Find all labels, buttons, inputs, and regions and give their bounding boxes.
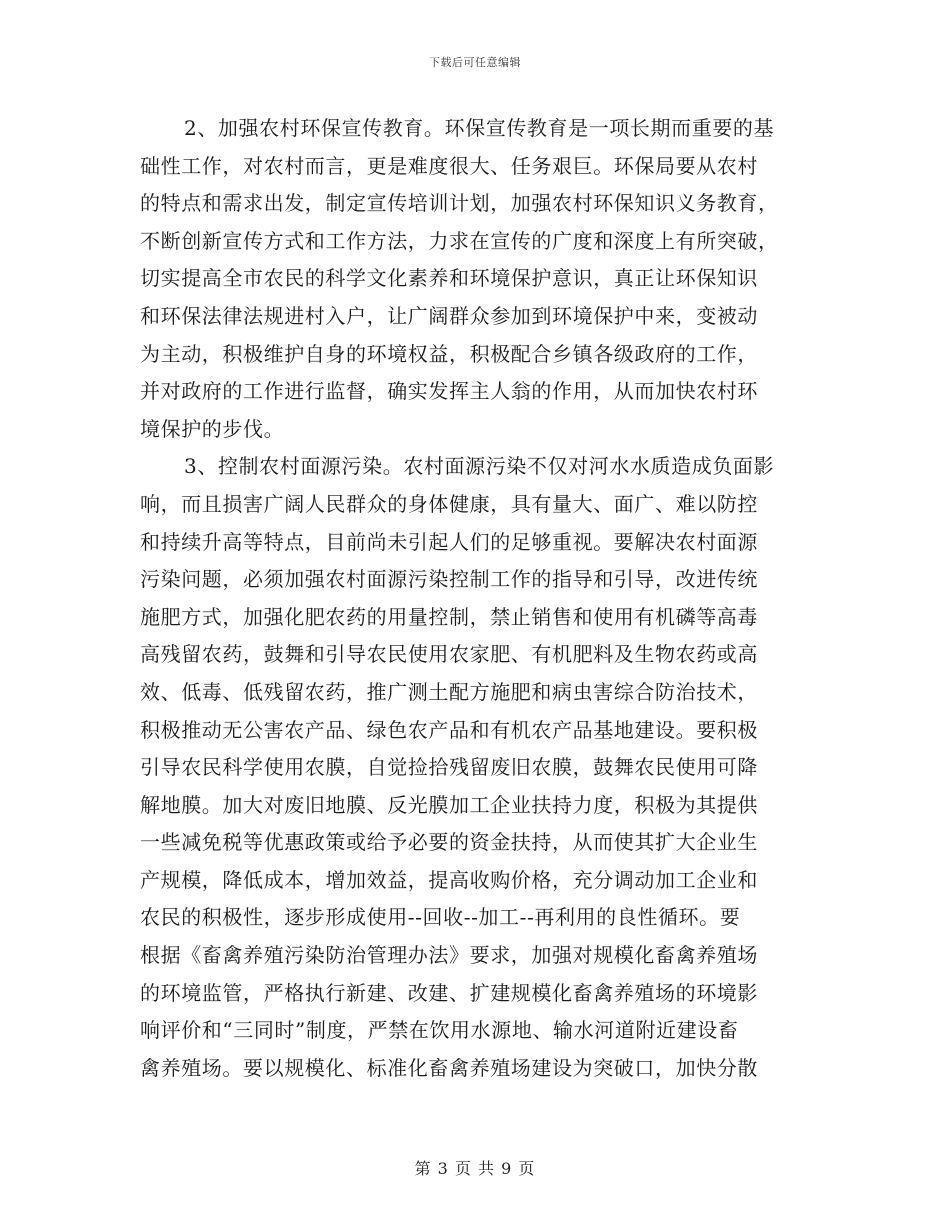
- text-line: 响，而且损害广阔人民群众的身体健康，具有量大、面广、难以防控: [140, 491, 758, 516]
- text-line: 农民的积极性，逐步形成使用--回收--加工--再利用的良性循环。要: [140, 905, 741, 930]
- text-line: 一些减免税等优惠政策或给予必要的资金扶持，从而使其扩大企业生: [140, 830, 758, 855]
- text-line: 施肥方式，加强化肥农药的用量控制，禁止销售和使用有机磷等高毒: [140, 604, 758, 629]
- text-line: 并对政府的工作进行监督，确实发挥主人翁的作用，从而加快农村环: [140, 379, 758, 404]
- paragraph-2: [140, 110, 800, 448]
- text-line: 解地膜。加大对废旧地膜、反光膜加工企业扶持力度，积极为其提供: [140, 792, 758, 817]
- page-header: 下载后可任意编辑: [429, 56, 521, 69]
- text-line: 积极推动无公害农产品、绿色农产品和有机农产品基地建设。要积极: [140, 717, 758, 742]
- text-line: 产规模，降低成本，增加效益，提高收购价格，充分调动加工企业和: [140, 867, 758, 892]
- text-line: 3、控制农村面源污染。农村面源污染不仅对河水水质造成负面影: [184, 454, 775, 479]
- text-line: 的环境监管，严格执行新建、改建、扩建规模化畜禽养殖场的环境影: [140, 980, 758, 1005]
- body-text: [140, 110, 800, 1087]
- text-line: 础性工作，对农村而言，更是难度很大、任务艰巨。环保局要从农村: [140, 153, 758, 178]
- text-line: 高残留农药，鼓舞和引导农民使用农家肥、有机肥料及生物农药或高: [140, 642, 758, 667]
- text-line: 和环保法律法规进村入户，让广阔群众参加到环境保护中来，变被动: [140, 303, 758, 328]
- text-line: 根据《畜禽养殖污染防治管理办法》要求，加强对规模化畜禽养殖场: [140, 943, 758, 968]
- text-line: 2、加强农村环保宣传教育。环保宣传教育是一项长期而重要的基: [184, 116, 775, 140]
- text-line: 响评价和“三同时”制度，严禁在饮用水源地、输水河道附近建设畜: [140, 1018, 739, 1043]
- text-line: 为主动，积极维护自身的环境权益，积极配合乡镇各级政府的工作，: [140, 341, 758, 366]
- text-line: 和持续升高等特点，目前尚未引起人们的足够重视。要解决农村面源: [140, 529, 758, 554]
- text-line: 禽养殖场。要以规模化、标准化畜禽养殖场建设为突破口，加快分散: [140, 1055, 758, 1080]
- text-line: 的特点和需求出发，制定宣传培训计划，加强农村环保知识义务教育，: [140, 191, 779, 216]
- text-line: 效、低毒、低残留农药，推广测土配方施肥和病虫害综合防治技术，: [140, 679, 758, 704]
- text-line: 境保护的步伐。: [140, 416, 285, 441]
- text-line: 不断创新宣传方式和工作方法，力求在宣传的广度和深度上有所突破，: [140, 228, 779, 253]
- text-line: 污染问题，必须加强农村面源污染控制工作的指导和引导，改进传统: [140, 567, 758, 592]
- text-line: 切实提高全市农民的科学文化素养和环境保护意识，真正让环保知识: [140, 266, 758, 291]
- paragraph-3: [140, 448, 800, 1087]
- text-line: 引导农民科学使用农膜，自觉捡拾残留废旧农膜，鼓舞农民使用可降: [140, 755, 758, 780]
- page-number-footer: 第 3 页 共 9 页: [414, 1159, 536, 1178]
